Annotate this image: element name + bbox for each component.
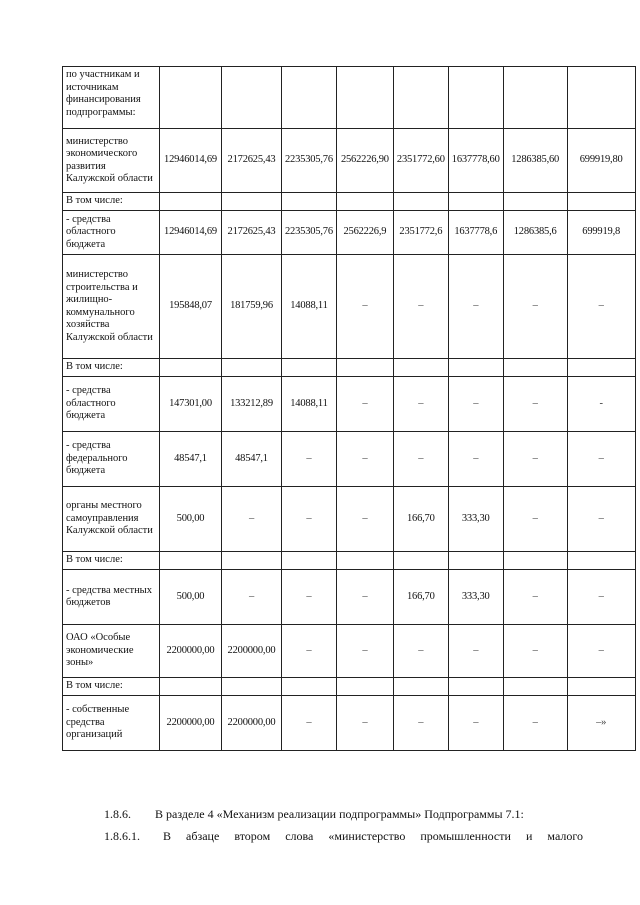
table-cell	[448, 678, 503, 696]
table-cell: –	[503, 255, 567, 359]
table-cell	[503, 552, 567, 570]
table-row	[63, 211, 636, 255]
table-cell	[567, 67, 635, 129]
table-cell: –	[448, 432, 503, 487]
table-cell: 2351772,6	[393, 211, 448, 255]
table-cell: –	[567, 487, 635, 552]
table-cell	[503, 678, 567, 696]
row-label: В том числе:	[63, 678, 160, 696]
row-label: ОАО «Особые экономические зоны»	[63, 625, 160, 678]
table-cell: 2562226,9	[336, 211, 393, 255]
paragraph-number: 1.8.6.	[104, 807, 131, 821]
table-cell: 181759,96	[222, 255, 282, 359]
table-row	[63, 432, 636, 487]
table-cell	[160, 359, 222, 377]
row-label: - средства областного бюджета	[63, 377, 160, 432]
table-cell	[222, 193, 282, 211]
table-row	[63, 67, 636, 129]
row-label: министерство строительства и жилищно-коммунального хозяйства Калужской области	[63, 255, 160, 359]
table-row	[63, 570, 636, 625]
table-cell: 699919,80	[567, 129, 635, 193]
table-cell: –	[393, 255, 448, 359]
table-cell	[503, 359, 567, 377]
table-cell: –	[393, 625, 448, 678]
table-row	[63, 359, 636, 377]
table-cell: 14088,11	[282, 377, 337, 432]
table-cell: 2172625,43	[222, 129, 282, 193]
table-cell: –	[336, 625, 393, 678]
table-cell	[282, 678, 337, 696]
table-cell: –	[282, 696, 337, 751]
table-cell	[336, 678, 393, 696]
table-cell: 166,70	[393, 570, 448, 625]
table-cell	[567, 678, 635, 696]
row-label: В том числе:	[63, 552, 160, 570]
table-cell	[448, 552, 503, 570]
table-cell: 699919,8	[567, 211, 635, 255]
table-cell: –	[336, 487, 393, 552]
table-cell: –	[567, 432, 635, 487]
table-cell	[222, 678, 282, 696]
table-cell	[282, 193, 337, 211]
table-cell	[336, 193, 393, 211]
table-cell: 1637778,6	[448, 211, 503, 255]
table-cell: 166,70	[393, 487, 448, 552]
paragraph-1-8-6-1	[104, 829, 582, 844]
table-cell: –	[448, 625, 503, 678]
table-cell	[567, 193, 635, 211]
table-cell: 333,30	[448, 570, 503, 625]
table-cell: –	[448, 255, 503, 359]
table-cell: 333,30	[448, 487, 503, 552]
table-cell: –	[503, 487, 567, 552]
table-cell: 195848,07	[160, 255, 222, 359]
table-cell	[160, 678, 222, 696]
table-cell: –	[503, 432, 567, 487]
paragraph-1-8-6	[104, 807, 524, 822]
table-cell	[222, 552, 282, 570]
table-cell: –	[393, 377, 448, 432]
table-cell: –	[503, 377, 567, 432]
table-cell: –	[393, 696, 448, 751]
table-cell: –	[503, 570, 567, 625]
table-cell: –	[567, 625, 635, 678]
row-label: по участникам и источникам финансирования подпрограммы:	[63, 67, 160, 129]
table-cell	[160, 193, 222, 211]
table-cell: –	[448, 696, 503, 751]
table-cell	[503, 193, 567, 211]
table-cell: 500,00	[160, 570, 222, 625]
table-cell: 1286385,60	[503, 129, 567, 193]
table-row	[63, 255, 636, 359]
table-cell: –	[336, 432, 393, 487]
table-cell: –	[503, 625, 567, 678]
table-cell: 2172625,43	[222, 211, 282, 255]
table-cell: 1637778,60	[448, 129, 503, 193]
row-label: органы местного самоуправления Калужской области	[63, 487, 160, 552]
table-row	[63, 696, 636, 751]
table-cell: 2351772,60	[393, 129, 448, 193]
table-cell	[503, 67, 567, 129]
table-cell: –	[336, 377, 393, 432]
table-cell	[393, 552, 448, 570]
row-label: министерство экономического развития Калужской области	[63, 129, 160, 193]
table-cell: 2235305,76	[282, 129, 337, 193]
table-cell: 2562226,90	[336, 129, 393, 193]
table-cell	[336, 359, 393, 377]
table-cell: –	[567, 570, 635, 625]
table-cell: 14088,11	[282, 255, 337, 359]
table-row	[63, 625, 636, 678]
table-row	[63, 193, 636, 211]
row-label: - средства местных бюджетов	[63, 570, 160, 625]
table-cell: 147301,00	[160, 377, 222, 432]
paragraph-text: В разделе 4 «Механизм реализации подпрограммы» Подпрограммы 7.1:	[155, 807, 524, 821]
table-cell	[222, 67, 282, 129]
paragraph-text: В абзаце втором слова «министерство промышленности и малого	[163, 829, 583, 843]
table-cell: 133212,89	[222, 377, 282, 432]
table-cell: –»	[567, 696, 635, 751]
table-cell: –	[448, 377, 503, 432]
table-cell: –	[336, 255, 393, 359]
table-cell: 48547,1	[160, 432, 222, 487]
table-cell	[448, 193, 503, 211]
table-cell	[393, 193, 448, 211]
table-row	[63, 129, 636, 193]
table-cell	[282, 552, 337, 570]
table-cell	[282, 67, 337, 129]
table-cell	[160, 67, 222, 129]
table-cell: –	[222, 570, 282, 625]
table-cell: 12946014,69	[160, 211, 222, 255]
table-cell	[567, 359, 635, 377]
table-cell: 1286385,6	[503, 211, 567, 255]
table-cell: –	[282, 625, 337, 678]
row-label: В том числе:	[63, 193, 160, 211]
table-row	[63, 678, 636, 696]
table-row	[63, 487, 636, 552]
table-cell: 2200000,00	[222, 625, 282, 678]
table-cell: –	[567, 255, 635, 359]
table-cell	[336, 67, 393, 129]
paragraph-number: 1.8.6.1.	[104, 829, 140, 843]
table-cell: 2200000,00	[222, 696, 282, 751]
table-cell	[393, 359, 448, 377]
budget-table	[62, 66, 636, 751]
table-cell	[160, 552, 222, 570]
table-cell: -	[567, 377, 635, 432]
table-row	[63, 552, 636, 570]
table-cell	[448, 359, 503, 377]
table-cell: –	[282, 432, 337, 487]
table-cell: 2200000,00	[160, 625, 222, 678]
table-cell: –	[336, 696, 393, 751]
table-cell: 2200000,00	[160, 696, 222, 751]
table-cell: –	[222, 487, 282, 552]
row-label: - собственные средства организаций	[63, 696, 160, 751]
table-cell	[222, 359, 282, 377]
row-label: - средства федерального бюджета	[63, 432, 160, 487]
table-cell: –	[503, 696, 567, 751]
table-cell: 12946014,69	[160, 129, 222, 193]
table-row	[63, 377, 636, 432]
table-cell	[448, 67, 503, 129]
row-label: - средства областного бюджета	[63, 211, 160, 255]
table-cell: –	[336, 570, 393, 625]
table-cell: 2235305,76	[282, 211, 337, 255]
table-cell	[393, 678, 448, 696]
table-cell: 500,00	[160, 487, 222, 552]
table-cell: 48547,1	[222, 432, 282, 487]
table-cell: –	[282, 570, 337, 625]
table-cell	[567, 552, 635, 570]
table-cell: –	[282, 487, 337, 552]
row-label: В том числе:	[63, 359, 160, 377]
table-cell	[336, 552, 393, 570]
table-cell: –	[393, 432, 448, 487]
table-cell	[282, 359, 337, 377]
table-cell	[393, 67, 448, 129]
